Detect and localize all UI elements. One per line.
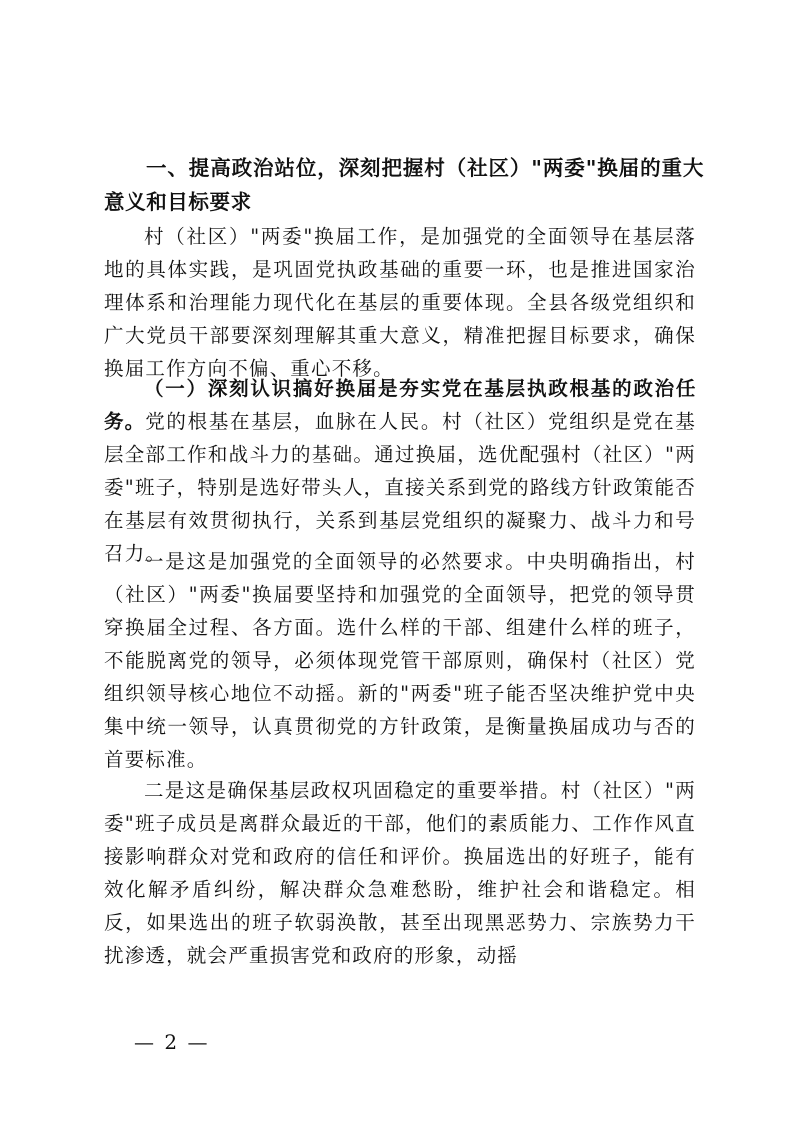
section-one-lead: （一）深刻认识搞好换届是夯实党在基层执政根基的政治任务。 (104, 377, 696, 433)
intro-paragraph: 村（社区）"两委"换届工作，是加强党的全面领导在基层落地的具体实践，是巩固党执政基础的重要一环，也是推进国家治理体系和治理能力现代化在基层的重要体现。全县各级党组织和广大党员干部要深刻理解其重大意义，精准把握目标要求，确保换届工作方向不偏、重心不移。 (104, 225, 696, 380)
section-heading: 一、提高政治站位，深刻把握村（社区）"两委"换届的重大意义和目标要求 (104, 156, 704, 214)
section-one-paragraph (104, 372, 696, 570)
page-number: — 2 — (134, 1030, 210, 1054)
point-one-paragraph: 一是这是加强党的全面领导的必然要求。中央明确指出，村（社区）"两委"换届要坚持和加强党的全面领导，把党的领导贯穿换届全过程、各方面。选什么样的干部、组建什么样的班子，不能脱离党的领导，必须体现党管干部原则，确保村（社区）党组织领导核心地位不动摇。新的"两委"班子能否坚决维护党中央集中统一领导，认真贯彻党的方针政策，是衡量换届成功与否的首要标准。 (104, 550, 696, 771)
section-one-body: 党的根基在基层，血脉在人民。村（社区）党组织是党在基层全部工作和战斗力的基础。通过换届，选优配强村（社区）"两委"班子，特别是选好带头人，直接关系到党的路线方针政策能否在基层有效贯彻执行，关系到基层党组织的凝聚力、战斗力和号召力。 (104, 410, 697, 565)
point-two-paragraph: 二是这是确保基层政权巩固稳定的重要举措。村（社区）"两委"班子成员是离群众最近的干部，他们的素质能力、工作作风直接影响群众对党和政府的信任和评价。换届选出的好班子，能有效化解矛盾纠纷，解决群众急难愁盼，维护社会和谐稳定。相反，如果选出的班子软弱涣散，甚至出现黑恶势力、宗族势力干扰渗透，就会严重损害党和政府的形象，动摇 (104, 779, 696, 967)
